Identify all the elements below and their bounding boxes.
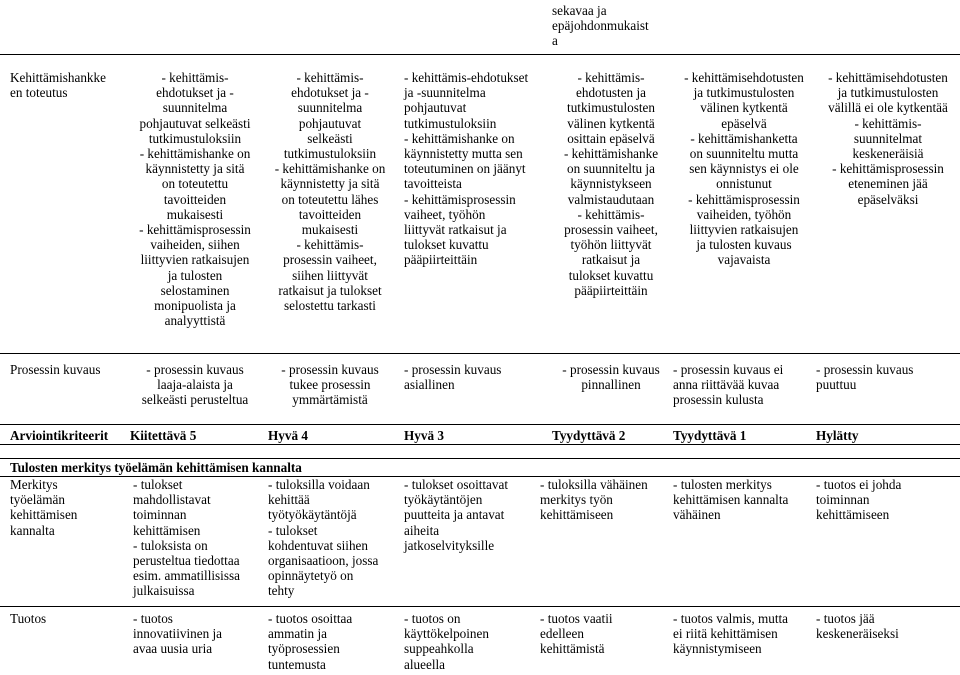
table-cell: - tuloksilla vähäinen merkitys työn kehittämiseen [540, 477, 648, 523]
table-cell: - kehittämis- ehdotukset ja - suunnitelma pohjautuvat selkeästi tutkimustuloksiin - kehittämishanke on käynnistetty ja sitä on toteutettu tavoitteiden mukaisesti - kehittämisprosessin vaiheiden, siihen liittyvien ratkaisujen ja tulosten selostaminen monipuolista ja analyyttistä [139, 70, 251, 329]
table-cell: - kehittämisehdotusten ja tutkimustulosten välinen kytkentä epäselvä - kehittämishanketta on suunniteltu mutta sen käynnistys ei ole onnistunut - kehittämisprosessin vaiheiden, työhön liittyvien ratkaisujen ja tulosten kuvaus vajavaista [684, 70, 804, 268]
criteria-label: Arviointikriteerit [10, 428, 109, 443]
row-label-output: Tuotos [10, 611, 47, 626]
table-cell: - tuotos osoittaa ammatin ja työprosessien tuntemusta [268, 611, 353, 672]
table-cell: - prosessin kuvaus laaja-alaista ja selkeästi perusteltua [141, 362, 249, 408]
table-cell: - tuotos on käyttökelpoinen suppeahkolla alueella [404, 611, 489, 672]
continuation-fragment: sekavaa ja epäjohdonmukaist a [552, 3, 649, 49]
table-cell: - prosessin kuvaus ei anna riittävää kuvaa prosessin kulusta [673, 362, 784, 408]
table-cell: - prosessin kuvaus puuttuu [816, 362, 914, 393]
grade-header: Hylätty [816, 428, 859, 443]
table-cell: - kehittämis-ehdotukset ja -suunnitelma pohjautuvat tutkimustuloksiin - kehittämishanke on käynnistetty mutta sen toteutuminen on jäänyt tavoitteista - kehittämisprosessin vaiheet, työhön liittyvät ratkaisut ja tulokset kuvattu pääpiirteittäin [404, 70, 529, 268]
table-cell: - prosessin kuvaus asiallinen [404, 362, 502, 393]
table-cell: - tuloksilla voidaan kehittää työtyökäytäntöjä - tulokset kohdentuvat siihen organisaatioon, jossa opinnäytetyö on tehty [268, 477, 379, 599]
table-cell: - tulokset mahdollistavat toiminnan kehittämisen - tuloksista on perusteltua tiedottaa esim. ammatillisissa julkaisuissa [133, 477, 240, 599]
table-rule [0, 424, 960, 425]
table-cell: - prosessin kuvaus pinnallinen [562, 362, 660, 393]
table-cell: - tuotos valmis, mutta ei riitä kehittämisen käynnistymiseen [673, 611, 789, 657]
table-cell: - prosessin kuvaus tukee prosessin ymmärtämistä [281, 362, 379, 408]
grade-header: Tyydyttävä 2 [552, 428, 626, 443]
table-rule [0, 54, 960, 55]
table-cell: - tuotos jää keskeneräiseksi [816, 611, 899, 642]
table-rule [0, 353, 960, 354]
row-label-significance: Merkitys työelämän kehittämisen kannalta [10, 477, 78, 538]
table-cell: - tuotos ei johda toiminnan kehittämiseen [816, 477, 902, 523]
table-cell: - tulokset osoittavat työkäytäntöjen puutteita ja antavat aiheita jatkoselvityksille [404, 477, 509, 553]
section-heading: Tulosten merkitys työelämän kehittämisen kannalta [10, 460, 302, 475]
table-cell: - kehittämis- ehdotusten ja tutkimustulosten välinen kytkentä osittain epäselvä - kehittämishanke on suunniteltu ja käynnistykseen valmistaudutaan - kehittämis- prosessin vaiheet, työhön liittyvät ratkaisut ja tulokset kuvattu pääpiirteittäin [563, 70, 659, 298]
table-rule [0, 458, 960, 459]
table-cell: - kehittämisehdotusten ja tutkimustulosten välillä ei ole kytkentää - kehittämis- suunnitelmat keskeneräisiä - kehittämisprosessin eteneminen jää epäselväksi [828, 70, 948, 207]
table-cell: - tulosten merkitys kehittämisen kannalta vähäinen [673, 477, 789, 523]
table-cell: - tuotos vaatii edelleen kehittämistä [540, 611, 613, 657]
table-cell: - tuotos innovatiivinen ja avaa uusia uria [133, 611, 222, 657]
grade-header: Hyvä 4 [268, 428, 308, 443]
grade-header: Kiitettävä 5 [130, 428, 197, 443]
table-rule [0, 444, 960, 445]
table-cell: - kehittämis- ehdotukset ja - suunnitelma pohjautuvat selkeästi tutkimustuloksiin - kehittämishanke on käynnistetty ja sitä on toteutettu lähes tavoitteiden mukaisesti - kehittämis- prosessin vaiheet, siihen liittyvät ratkaisut ja tulokset selostettu tarkasti [274, 70, 386, 314]
row-label-process: Prosessin kuvaus [10, 362, 101, 377]
table-rule [0, 606, 960, 607]
grade-header: Hyvä 3 [404, 428, 444, 443]
row-label-development: Kehittämishankke en toteutus [10, 70, 106, 101]
grade-header: Tyydyttävä 1 [673, 428, 747, 443]
